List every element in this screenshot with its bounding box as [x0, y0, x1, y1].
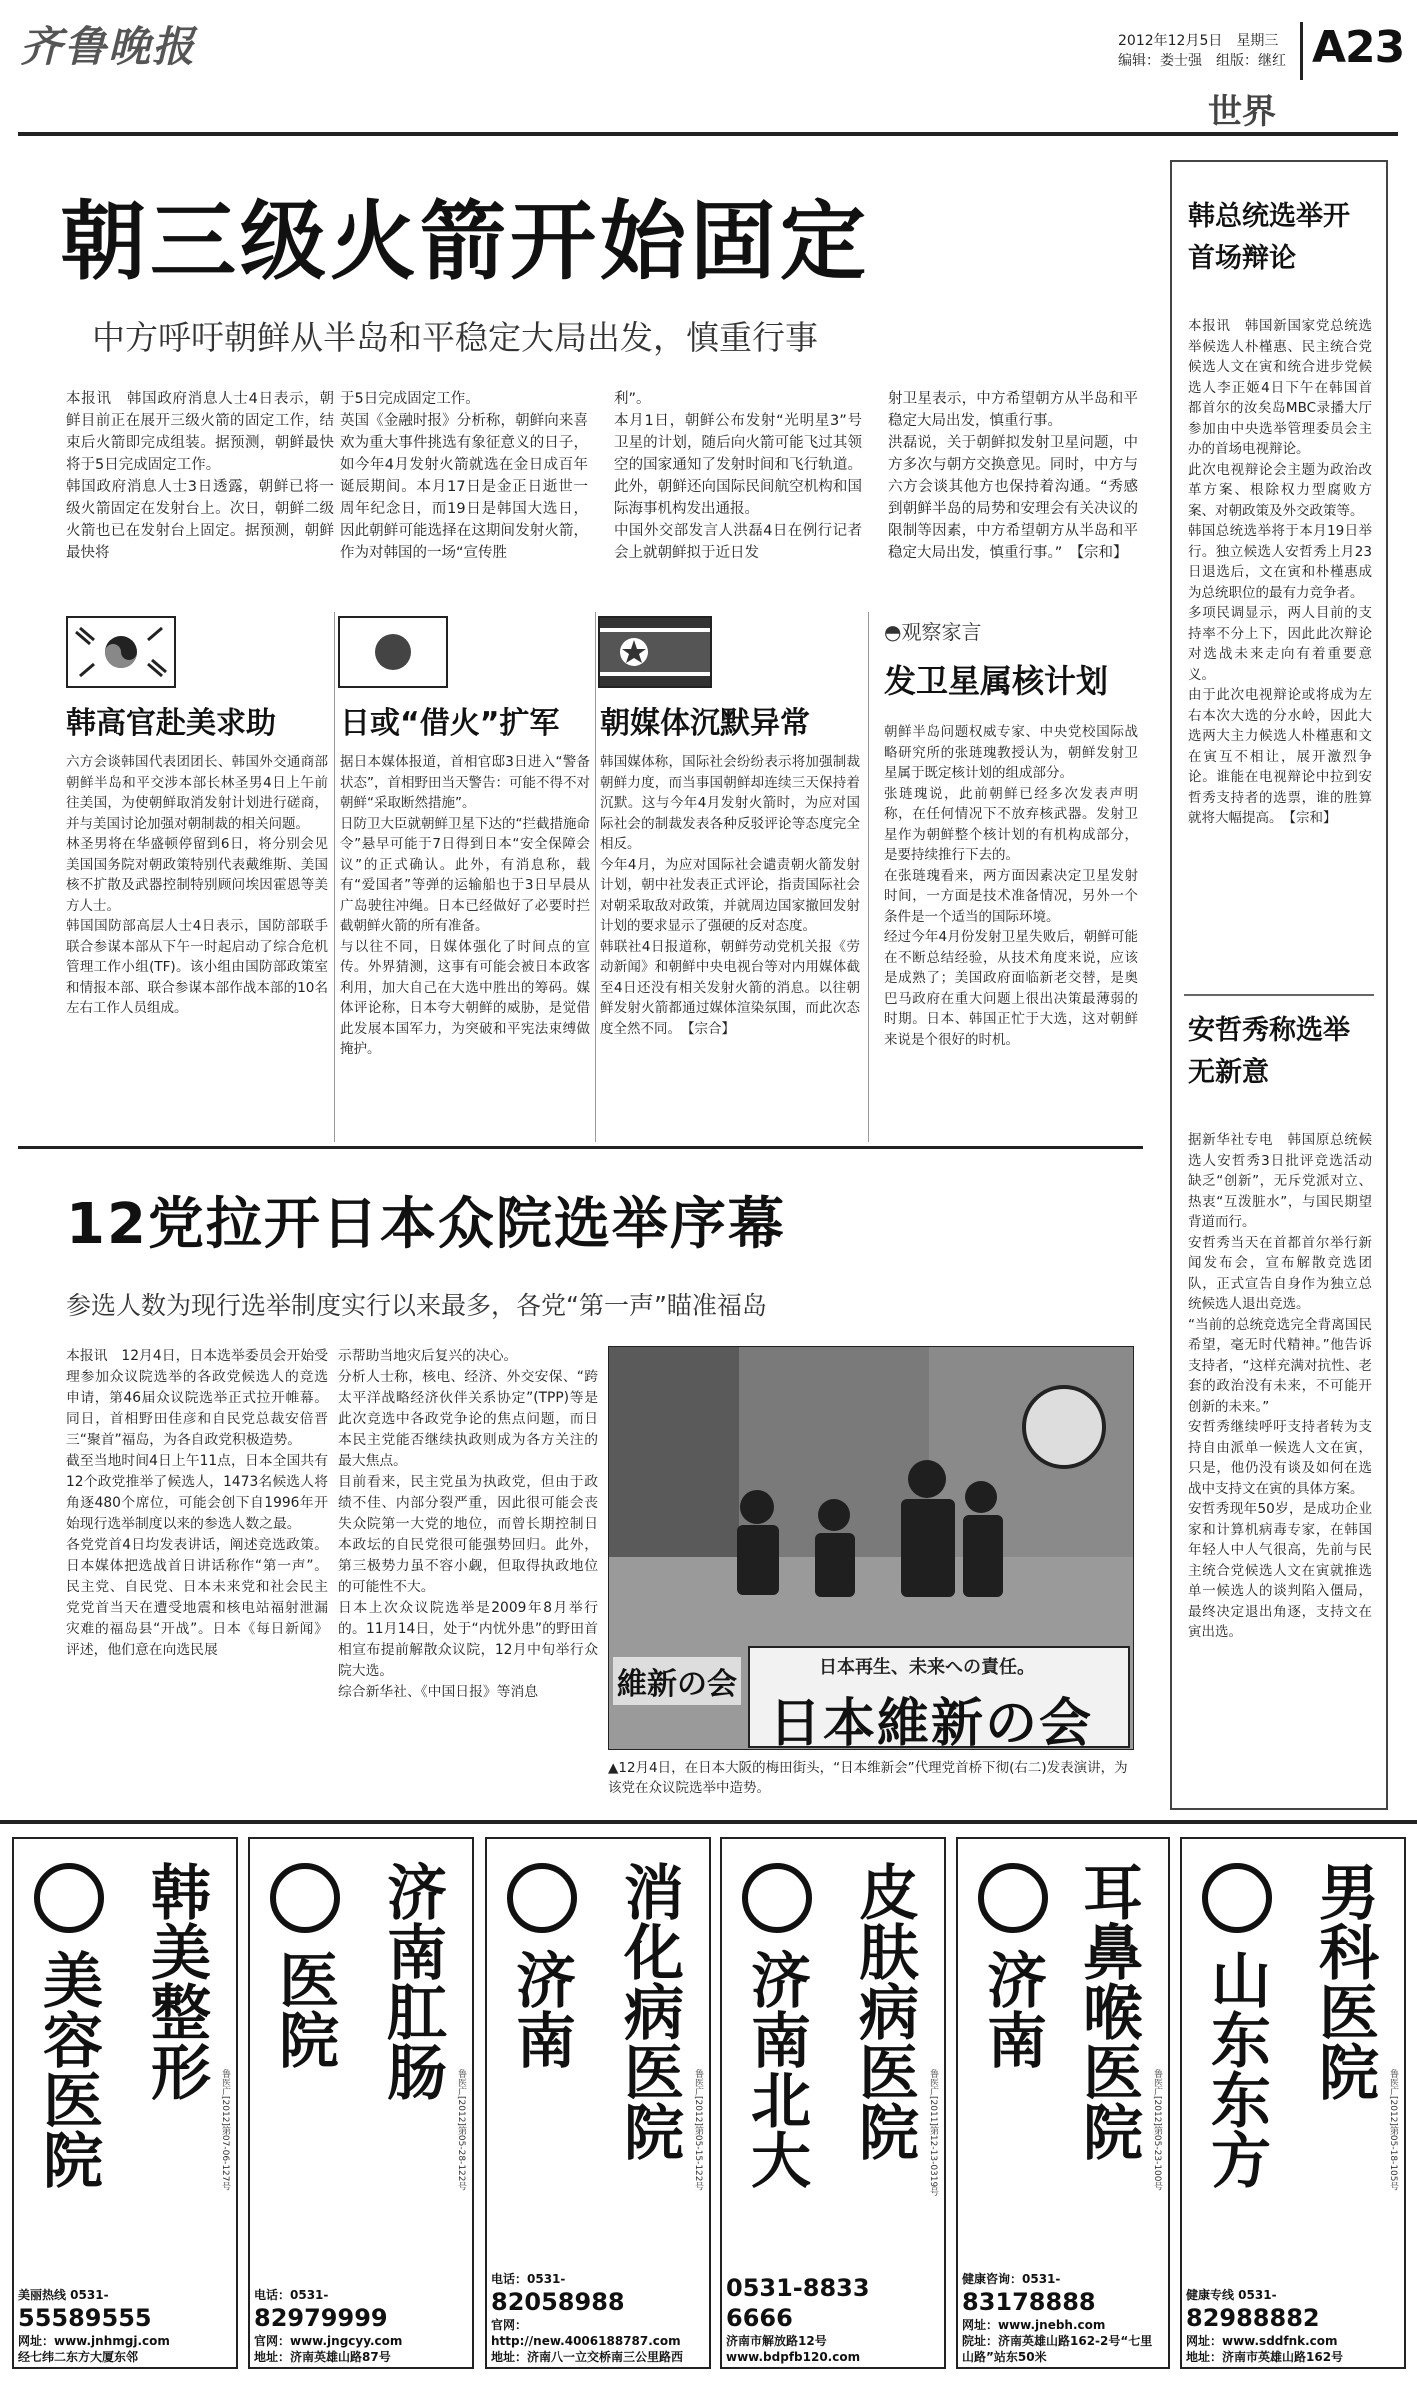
- hospital-logo-icon: [270, 1863, 340, 1933]
- sub4-text: 朝鲜半岛问题权威专家、中央党校国际战略研究所的张琏瑰教授认为，朝鲜发射卫星属于既定核计划的组成部分。 张琏瑰说，此前朝鲜已经多次发表声明称，在任何情况下不放弃核武器。发射卫星作为朝鲜整个核计划的有机构成部分，是要持续推行下去的。 在张琏瑰看来，两方面因素决定卫星发射时间，一方面是技术准备情况，另外一个条件是一个适当的国际环境。 经过今年4月份发射卫星失败后，朝鲜可能在不断总结经验，从技术角度来说，应该是成熟了；美国政府面临新老交替，是奥巴马政府在重大问题上很出决策最薄弱的时期。日本、韩国正忙于大选，这对朝鲜来说是个很好的时机。: [884, 724, 1138, 1048]
- photo-caption: ▲12月4日，在日本大阪的梅田街头，“日本维新会”代理党首桥下彻(右二)发表演讲，为该党在众议院选举中造势。: [608, 1760, 1128, 1796]
- ad-registration: 鲁医广[2012]第05-18-105号: [1388, 2069, 1398, 2191]
- ad-name-col-2: 山东东方: [1201, 1949, 1271, 2189]
- sidebar-title-1: 韩总统选举开首场辩论: [1188, 201, 1350, 274]
- header-divider: [1300, 22, 1303, 80]
- ad-4: [720, 1837, 946, 2369]
- ad-3: [485, 1837, 711, 2369]
- ad-line-1: 美丽热线 0531-: [18, 2288, 109, 2302]
- top-rule: [18, 132, 1398, 136]
- ad-registration: 鲁医广[2012]第07-06-127号: [220, 2069, 230, 2191]
- sub4-title: 发卫星属核计划: [884, 662, 1109, 700]
- ad-5: [956, 1837, 1170, 2369]
- ad-name-col-2: 美容医院: [33, 1949, 103, 2189]
- ad-1: [12, 1837, 238, 2369]
- ad-line-2: 网址：www.jnhmgj.com: [18, 2334, 170, 2348]
- ad-phone: 82058988: [491, 2288, 625, 2316]
- hospital-logo-icon: [1202, 1863, 1272, 1933]
- ad-registration: 鲁医广[2012]第05-23-100号: [1152, 2069, 1162, 2191]
- ad-line-2: 官网：www.jngcyy.com: [254, 2334, 403, 2348]
- ad-name-col-2: 医院: [269, 1949, 339, 2069]
- sub4-label-text: 观察家言: [901, 620, 982, 644]
- ad-name-col-1: 济南肛肠: [377, 1861, 447, 2101]
- japan-flag: [338, 616, 448, 688]
- ad-contact: [14, 2285, 236, 2367]
- designer-text: 组版：继红: [1216, 53, 1286, 69]
- newspaper-logo: 齐鲁晚报: [20, 22, 197, 71]
- ad-line-1: 电话：0531-: [254, 2288, 329, 2302]
- banner-small-text: 日本再生、未来への責任。: [819, 1657, 1035, 1678]
- ad-contact: [722, 2271, 944, 2367]
- japan-flag-graphic: [340, 618, 446, 686]
- sub1-text: 六方会谈韩国代表团团长、韩国外交通商部朝鲜半岛和平交涉本部长林圣男4日上午前往美国，为使朝鲜取消发射计划进行磋商，并与美国讨论加强对朝制裁的相关问题。 林圣男将在华盛顿停留到6日，将分别会见美国国务院对朝政策特别代表戴维斯、美国核不扩散及武器控制特别顾问埃因霍恩等美方人士。 韩国国防部高层人士4日表示，国防部联手联合参谋本部从下午一时起启动了综合危机管理工作小组(TF)。该小组由国防部政策室和情报本部、联合参谋本部作战本部的10名左右工作人员组成。: [66, 754, 328, 1016]
- sub-divider-1: [334, 612, 335, 1142]
- ad-line-2: 济南市解放路12号: [726, 2334, 827, 2348]
- sub3-text: 韩国媒体称，国际社会纷纷表示将加强制裁朝鲜力度，而当事国朝鲜却连续三天保持着沉默。这与今年4月发射火箭时，为应对国际社会的制裁发表各种反驳评论等态度完全相反。 今年4月，为应对国际社会谴责朝火箭发射计划，朝中社发表正式评论，指责国际社会对朝采取敌对政策，并就周边国家撤回发射计划的要求显示了强硬的反对态度。 韩联社4日报道称，朝鲜劳动党机关报《劳动新闻》和朝鲜中央电视台等对内用媒体截至4日还没有相关发射火箭的消息。以往朝鲜发射火箭都通过媒体渲染氛围，而此次态度全然不同。 【宗合】: [600, 754, 860, 1037]
- north-korea-flag-graphic: [600, 618, 710, 686]
- ad-line-2: 官网：http://new.4006188787.com: [491, 2318, 681, 2348]
- weekday-text: 星期三: [1236, 33, 1279, 49]
- ad-line-3: www.bdpfb120.com: [726, 2350, 861, 2364]
- ad-phone: 82979999: [254, 2304, 388, 2332]
- ad-phone: 55589555: [18, 2304, 152, 2332]
- ad-registration: 鲁医广[2011]第12-13-0319号: [928, 2069, 938, 2197]
- editor-text: 编辑：娄士强: [1118, 53, 1202, 69]
- main-col-2: 于5日完成固定工作。 英国《金融时报》分析称，朝鲜向来喜欢为重大事件挑选有象征意义的日子，如今年4月发射火箭就选在金日成百年诞辰期间。本月17日是金正日逝世一周年纪念日，而19日是韩国大选日，因此朝鲜可能选择在这期间发射火箭，作为对韩国的一场“宣传胜: [340, 391, 588, 561]
- second-headline: 12党拉开日本众院选举序幕: [66, 1192, 786, 1257]
- ad-contact: [1182, 2285, 1404, 2367]
- ad-line-2: 网址：www.sddfnk.com: [1186, 2334, 1338, 2348]
- hospital-logo-icon: [34, 1863, 104, 1933]
- sidebar-title-2: 安哲秀称选举无新意: [1188, 1015, 1350, 1088]
- eye-icon: ◓: [884, 620, 902, 644]
- second-subhead: 参选人数为现行选举制度实行以来最多，各党“第一声”瞄准福岛: [66, 1291, 767, 1320]
- banner-left-text: 維新の会: [613, 1657, 741, 1705]
- ad-name-col-1: 韩美整形: [141, 1861, 211, 2101]
- sub-divider-2: [595, 612, 596, 1142]
- sidebar-rule: [1184, 994, 1374, 996]
- ad-line-1: 健康专线 0531-: [1186, 2288, 1277, 2302]
- ad-line-3: 经七纬二东方大厦东邻: [18, 2350, 139, 2364]
- ad-name-col-1: 男科医院: [1309, 1861, 1379, 2101]
- sub-divider-3: [868, 612, 869, 1142]
- ad-line-2: 网址：www.jnebh.com: [962, 2318, 1106, 2332]
- ad-contact: [958, 2269, 1168, 2367]
- south-korea-flag: [66, 616, 176, 688]
- date-text: 2012年12月5日: [1118, 33, 1223, 49]
- ad-registration: 鲁医广[2012]第05-28-122号: [456, 2069, 466, 2191]
- main-col-4: 射卫星表示，中方希望朝方从半岛和平稳定大局出发，慎重行事。 洪磊说，关于朝鲜拟发射卫星问题，中方多次与朝方交换意见。同时，中方与六方会谈其他方也保持着沟通。“秀感到朝鲜半岛的局势和安理会有关决议的限制等因素，中方希望朝方从半岛和平稳定大局出发，慎重行事。” 【宗和】: [888, 391, 1138, 561]
- news-photo: [608, 1346, 1134, 1750]
- ad-name-col-2: 济南: [977, 1949, 1047, 2069]
- banner-text: 日本維新の会: [769, 1693, 1094, 1750]
- ad-line-3: 地址：济南八一立交桥南三公里路西: [491, 2350, 684, 2364]
- section-name: 世界: [1208, 92, 1276, 132]
- main-headline: 朝三级火箭开始固定: [60, 192, 870, 292]
- hospital-logo-icon: [742, 1863, 812, 1933]
- ad-name-col-1: 耳鼻喉医院: [1073, 1861, 1143, 2161]
- ad-line-3: 地址：济南英雄山路87号: [254, 2350, 391, 2364]
- north-korea-flag: [598, 616, 712, 688]
- sub1-title: 韩高官赴美求助: [66, 706, 276, 741]
- ad-name-col-1: 消化病医院: [614, 1861, 684, 2161]
- ad-6: [1180, 1837, 1406, 2369]
- ad-line-3: 院址：济南英雄山路162-2号“七里山路”站东50米: [962, 2334, 1153, 2364]
- main-col-1: 本报讯 韩国政府消息人士4日表示，朝鲜目前正在展开三级火箭的固定工作，结束后火箭即完成组装。据预测，朝鲜最快将于5日完成固定工作。 韩国政府消息人士3日透露，朝鲜已将一级火箭固定在发射台上。次日，朝鲜二级火箭也已在发射台上固定。据预测，朝鲜最快将: [66, 391, 334, 561]
- sub2-text: 据日本媒体报道，首相官邸3日进入“警备状态”，首相野田当天警告：可能不得不对朝鲜“采取断然措施”。 日防卫大臣就朝鲜卫星下达的“拦截措施命令”悬早可能于7日得到日本“安全保障会议”的正式确认。此外，有消息称，载有“爱国者”等弹的运输船也于3日早晨从广岛驶往冲绳。日本已经做好了必要时拦截朝鲜火箭的所有准备。 与以往不同，日媒体强化了时间点的宣传。外界猜测，这事有可能会被日本政客利用，加大自己在大选中胜出的筹码。媒体评论称，日本夸大朝鲜的威胁，是觉借此发展本国军力，为突破和平宪法束缚做掩护。: [340, 754, 590, 1057]
- ad-name-col-2: 济南北大: [741, 1949, 811, 2189]
- sub4-label: [884, 616, 981, 645]
- section-rule: [18, 1146, 1143, 1149]
- main-subhead: 中方呼吁朝鲜从半岛和平稳定大局出发，慎重行事: [92, 318, 818, 357]
- ad-name-col-2: 济南: [506, 1949, 576, 2069]
- ad-phone: 83178888: [962, 2288, 1096, 2316]
- ad-name-col-1: 皮肤病医院: [849, 1861, 919, 2161]
- issue-date: [1118, 30, 1278, 50]
- ad-contact: [250, 2285, 472, 2367]
- ad-2: [248, 1837, 474, 2369]
- ad-phone: 82988882: [1186, 2304, 1320, 2332]
- second-col-1: 本报讯 12月4日，日本选举委员会开始受理参加众议院选举的各政党候选人的竞选申请，第46届众议院选举正式拉开帷幕。同日，首相野田佳彦和自民党总裁安倍晋三“聚首”福岛，为各自政党积极造势。 截至当地时间4日上午11点，日本全国共有12个政党推举了候选人，1473名候选人将角逐480个席位，可能会创下自1996年开始现行选举制度以来的参选人数之最。 各党党首4日均发表讲话，阐述竞选政策。日本媒体把选战首日讲话称作“第一声”。民主党、自民党、日本未来党和社会民主党党首当天在遭受地震和核电站福射泄漏灾难的福岛县“开战”。日本《每日新闻》评述，他们意在向选民展: [66, 1348, 328, 1658]
- sub2-title: 日或“借火”扩军: [340, 706, 560, 741]
- ad-line-3: 地址：济南市英雄山路162号: [1186, 2350, 1344, 2364]
- sub3-title: 朝媒体沉默异常: [600, 706, 810, 741]
- hospital-logo-icon: [978, 1863, 1048, 1933]
- ad-line-1: 健康咨询：0531-: [962, 2272, 1061, 2286]
- hospital-logo-icon: [507, 1863, 577, 1933]
- ad-contact: [487, 2269, 709, 2367]
- second-col-2: 示帮助当地灾后复兴的决心。 分析人士称，核电、经济、外交安保、“跨太平洋战略经济伙伴关系协定”(TPP)等是此次竞选中各政党争论的焦点问题，而日本民主党能否继续执政则成为各方关注的最大焦点。 目前看来，民主党虽为执政党，但由于政绩不佳、内部分裂严重，因此很可能会丧失众院第一大党的地位，而曾长期控制日本政坛的自民党很可能强势回归。此外，第三极势力虽不容小觑，但取得执政地位的可能性不大。 日本上次众议院选举是2009年8月举行的。11月14日，处于“内忧外患”的野田首相宣布提前解散众议院，12月中旬举行众院大选。 综合新华社、《中国日报》等消息: [338, 1348, 598, 1700]
- sidebar-text-1: 本报讯 韩国新国家党总统选举候选人朴槿惠、民主统合党候选人文在寅和统合进步党候选人李正姬4日下午在韩国首都首尔的汝矣岛MBC录播大厅参加由中央选举管理委员会主办的首场电视辩论。 此次电视辩论会主题为政治改革方案、根除权力型腐败方案、对朝政策及外交政策等。 韩国总统选举将于本月19日举行。独立候选人安哲秀上月23日退选后，文在寅和朴槿惠成为总统职位的最有力竞争者。 多项民调显示，两人目前的支持率不分上下，因此此次辩论对选战未来走向有着重要意义。 由于此次电视辩论或将成为左右本次大选的分水岭，因此大选两大主力候选人朴槿惠和文在寅互不相让，展开激烈争论。谁能在电视辩论中拉到安哲秀支持者的选票，谁的胜算就将大幅提高。 【宗和】: [1188, 318, 1372, 826]
- page-number: A23: [1312, 22, 1405, 73]
- ad-phone: 0531-8833 6666: [726, 2274, 870, 2332]
- ad-line-1: 电话：0531-: [491, 2272, 566, 2286]
- editor-info: [1118, 50, 1286, 70]
- ad-registration: 鲁医广[2012]第05-15-122号: [693, 2069, 703, 2191]
- sidebar-text-2: 据新华社专电 韩国原总统候选人安哲秀3日批评竞选活动缺乏“创新”，无斥党派对立、热衷“互泼脏水”，与国民期望背道而行。 安哲秀当天在首都首尔举行新闻发布会，宣布解散竞选团队，正式宣告自身作为独立总统候选人退出竞选。 “当前的总统竞选完全背离国民希望，毫无时代精神。”他告诉支持者，“这样充满对抗性、老套的政治没有未来，不可能开创新的未来。” 安哲秀继续呼吁支持者转为支持自由派单一候选人文在寅，只是，他仍没有谈及如何在选战中支持文在寅的具体方案。 安哲秀现年50岁，是成功企业家和计算机病毒专家，在韩国年轻人中人气很高，先前与民主统合党候选人文在寅就推选单一候选人的谈判陷入僵局，最终决定退出角逐，支持文在寅出选。: [1188, 1132, 1372, 1640]
- main-col-3: 利”。 本月1日，朝鲜公布发射“光明星3”号卫星的计划，随后向火箭可能飞过其领空的国家通知了发射时间和飞行轨道。此外，朝鲜还向国际民间航空机构和国际海事机构发出通报。 中国外交部发言人洪磊4日在例行记者会上就朝鲜拟于近日发: [614, 391, 862, 561]
- south-korea-flag-graphic: [68, 618, 174, 686]
- ads-rule: [0, 1820, 1417, 1824]
